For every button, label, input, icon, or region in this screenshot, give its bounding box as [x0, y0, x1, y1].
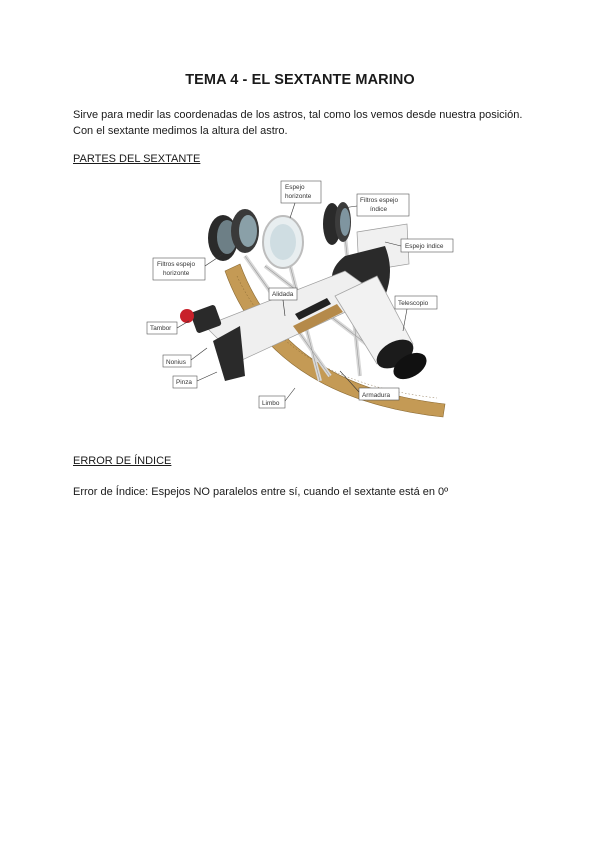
intro-line-1: Sirve para medir las coordenadas de los astros, tal como los vemos desde nuestra posición. [73, 109, 523, 121]
intro-paragraph [73, 107, 543, 139]
label-armadura: Armadura [362, 392, 391, 399]
label-espejo-horizonte-1: Espejo [285, 184, 305, 191]
label-filtros-horizonte-1: Filtros espejo [157, 261, 196, 268]
sextant-figure [145, 176, 457, 426]
label-pinza: Pinza [176, 379, 192, 386]
label-nonius: Nonius [166, 359, 186, 366]
label-telescopio: Telescopio [398, 300, 429, 307]
intro-line-2: Con el sextante medimos la altura del astro. [73, 125, 288, 137]
label-filtros-horizonte-2: horizonte [163, 270, 190, 277]
label-filtros-indice-2: índice [370, 206, 388, 213]
section-heading-error: ERROR DE ÍNDICE [73, 455, 172, 467]
label-alidada: Alidada [272, 291, 294, 298]
error-description: Error de Índice: Espejos NO paralelos entre sí, cuando el sextante está en 0º [73, 486, 449, 498]
label-limbo: Limbo [262, 400, 280, 407]
label-filtros-indice-1: Filtros espejo [360, 197, 399, 204]
label-espejo-indice: Espejo índice [405, 243, 444, 250]
label-tambor: Tambor [150, 325, 172, 332]
section-heading-parts: PARTES DEL SEXTANTE [73, 153, 201, 165]
label-espejo-horizonte-2: horizonte [285, 193, 312, 200]
sextant-illustration [145, 176, 457, 426]
page-title: TEMA 4 - EL SEXTANTE MARINO [185, 72, 415, 88]
